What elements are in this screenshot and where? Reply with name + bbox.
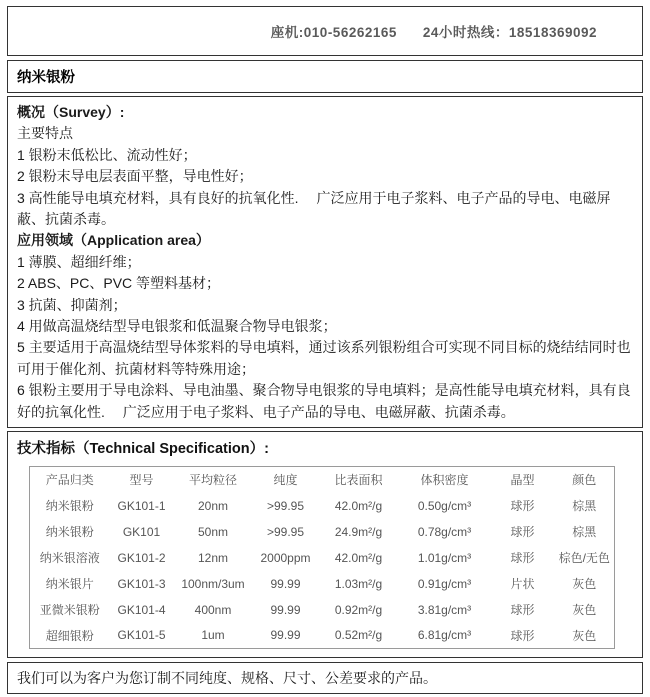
- cell-bulk-density: 0.50g/cm³: [417, 498, 472, 513]
- spec-section: [7, 431, 643, 658]
- cell-specific-surface-area: 42.0m²/g: [334, 550, 383, 565]
- cell-color: 棕黑: [572, 525, 597, 540]
- survey-line: 1 银粉末低松比、流动性好；: [17, 146, 197, 163]
- spec-table-header-row: [30, 467, 615, 493]
- cell-model: GK101-1: [117, 498, 166, 513]
- cell-color: 棕色/无色: [558, 551, 610, 566]
- cell-crystal-form: 片状: [510, 577, 535, 592]
- cell-color: 灰色: [572, 577, 597, 592]
- cell-bulk-density: 0.78g/cm³: [417, 524, 472, 539]
- cell-crystal-form: 球形: [510, 499, 535, 514]
- spec-table-header-cell: 颜色: [572, 473, 597, 488]
- cell-purity: 2000ppm: [260, 550, 311, 565]
- survey-line: 主要特点: [17, 125, 73, 142]
- cell-product-category: 纳米银粉: [45, 525, 94, 540]
- cell-avg-particle-size: 100nm/3um: [181, 576, 245, 591]
- spec-table-header-cell: 晶型: [510, 473, 535, 488]
- spec-table-row: [30, 493, 615, 519]
- spec-table-header-cell: 体积密度: [420, 473, 469, 488]
- survey-line: 2 银粉末导电层表面平整，导电性好；: [17, 168, 253, 185]
- contact-header: [7, 6, 643, 56]
- spec-table-row: [30, 519, 615, 545]
- cell-purity: >99.95: [266, 524, 305, 539]
- cell-specific-surface-area: 24.9m²/g: [334, 524, 383, 539]
- cell-purity: 99.99: [270, 576, 301, 591]
- cell-bulk-density: 1.01g/cm³: [417, 550, 472, 565]
- cell-avg-particle-size: 12nm: [197, 550, 229, 565]
- cell-crystal-form: 球形: [510, 525, 535, 540]
- landline-number: 座机:010-56262165: [270, 25, 397, 40]
- cell-specific-surface-area: 1.03m²/g: [334, 576, 383, 591]
- cell-purity: >99.95: [266, 498, 305, 513]
- page-title: 纳米银粉: [7, 60, 643, 93]
- cell-crystal-form: 球形: [510, 551, 535, 566]
- cell-model: GK101-2: [117, 550, 166, 565]
- spec-table-row: [30, 571, 615, 597]
- application-lines: [17, 252, 633, 423]
- cell-model: GK101-3: [117, 576, 166, 591]
- application-heading: 应用领域（Application area）: [17, 232, 210, 249]
- spec-table-header-cell: 纯度: [273, 473, 298, 488]
- cell-specific-surface-area: 0.92m²/g: [334, 602, 383, 617]
- cell-product-category: 纳米银片: [45, 577, 94, 592]
- cell-avg-particle-size: 1um: [201, 628, 225, 643]
- application-line: 2 ABS、PC、PVC 等塑料基材；: [17, 275, 221, 292]
- cell-product-category: 亚微米银粉: [39, 603, 100, 618]
- spec-heading: 技术指标（Technical Specification）:: [17, 441, 269, 458]
- spec-table-row: [30, 597, 615, 623]
- cell-model: GK101-4: [117, 602, 166, 617]
- spec-table-header-cell: 比表面积: [334, 473, 383, 488]
- cell-purity: 99.99: [270, 628, 301, 643]
- cell-avg-particle-size: 20nm: [197, 498, 229, 513]
- cell-product-category: 纳米银溶液: [39, 551, 100, 566]
- application-line: 1 薄膜、超细纤维；: [17, 253, 141, 270]
- cell-product-category: 纳米银粉: [45, 499, 94, 514]
- cell-crystal-form: 球形: [510, 603, 535, 618]
- hotline-number: 24小时热线：18518369092: [422, 25, 597, 40]
- cell-bulk-density: 3.81g/cm³: [417, 602, 472, 617]
- cell-purity: 99.99: [270, 602, 301, 617]
- cell-avg-particle-size: 50nm: [197, 524, 229, 539]
- spec-table-row: [30, 545, 615, 571]
- cell-color: 灰色: [572, 628, 597, 643]
- application-line: 4 用做高温烧结型导电银浆和低温聚合物导电银浆；: [17, 318, 337, 335]
- application-line: 3 抗菌、抑菌剂；: [17, 296, 127, 313]
- application-line: 5 主要适用于高温烧结型导体浆料的导电填料，通过该系列银粉组合可实现不同目标的烧结结同时也可用于催化剂、抗菌材料等特殊用途；: [17, 339, 631, 377]
- cell-crystal-form: 球形: [510, 628, 535, 643]
- cell-model: GK101: [122, 524, 161, 539]
- spec-table-body: [30, 493, 615, 649]
- overview-section: [7, 96, 643, 428]
- spec-table-header-cell: 产品归类: [45, 473, 94, 488]
- footer-note: 我们可以为客户为您订制不同纯度、规格、尺寸、公差要求的产品。: [7, 662, 643, 694]
- application-line: 6 银粉主要用于导电涂料、导电油墨、聚合物导电银浆的导电填料；是高性能导电填充材料，具有良好的抗氧化性. 广泛应用于电子浆料、电子产品的导电、电磁屏蔽、抗菌杀毒。: [17, 382, 631, 420]
- survey-line: 3 高性能导电填充材料，具有良好的抗氧化性. 广泛应用于电子浆料、电子产品的导电、电磁屏蔽、抗菌杀毒。: [17, 189, 611, 228]
- spec-table-header-cell: 型号: [129, 473, 154, 488]
- cell-bulk-density: 0.91g/cm³: [417, 576, 472, 591]
- survey-lines: [17, 123, 633, 230]
- spec-table-row: [30, 623, 615, 649]
- cell-color: 灰色: [572, 603, 597, 618]
- cell-product-category: 超细银粉: [45, 628, 94, 643]
- cell-avg-particle-size: 400nm: [194, 602, 232, 617]
- cell-bulk-density: 6.81g/cm³: [417, 628, 472, 643]
- spec-table-header-cell: 平均粒径: [188, 473, 237, 488]
- cell-color: 棕黑: [572, 499, 597, 514]
- survey-heading: 概况（Survey）:: [17, 104, 125, 120]
- spec-table: [29, 466, 615, 649]
- cell-specific-surface-area: 0.52m²/g: [334, 628, 383, 643]
- cell-model: GK101-5: [117, 628, 166, 643]
- cell-specific-surface-area: 42.0m²/g: [334, 498, 383, 513]
